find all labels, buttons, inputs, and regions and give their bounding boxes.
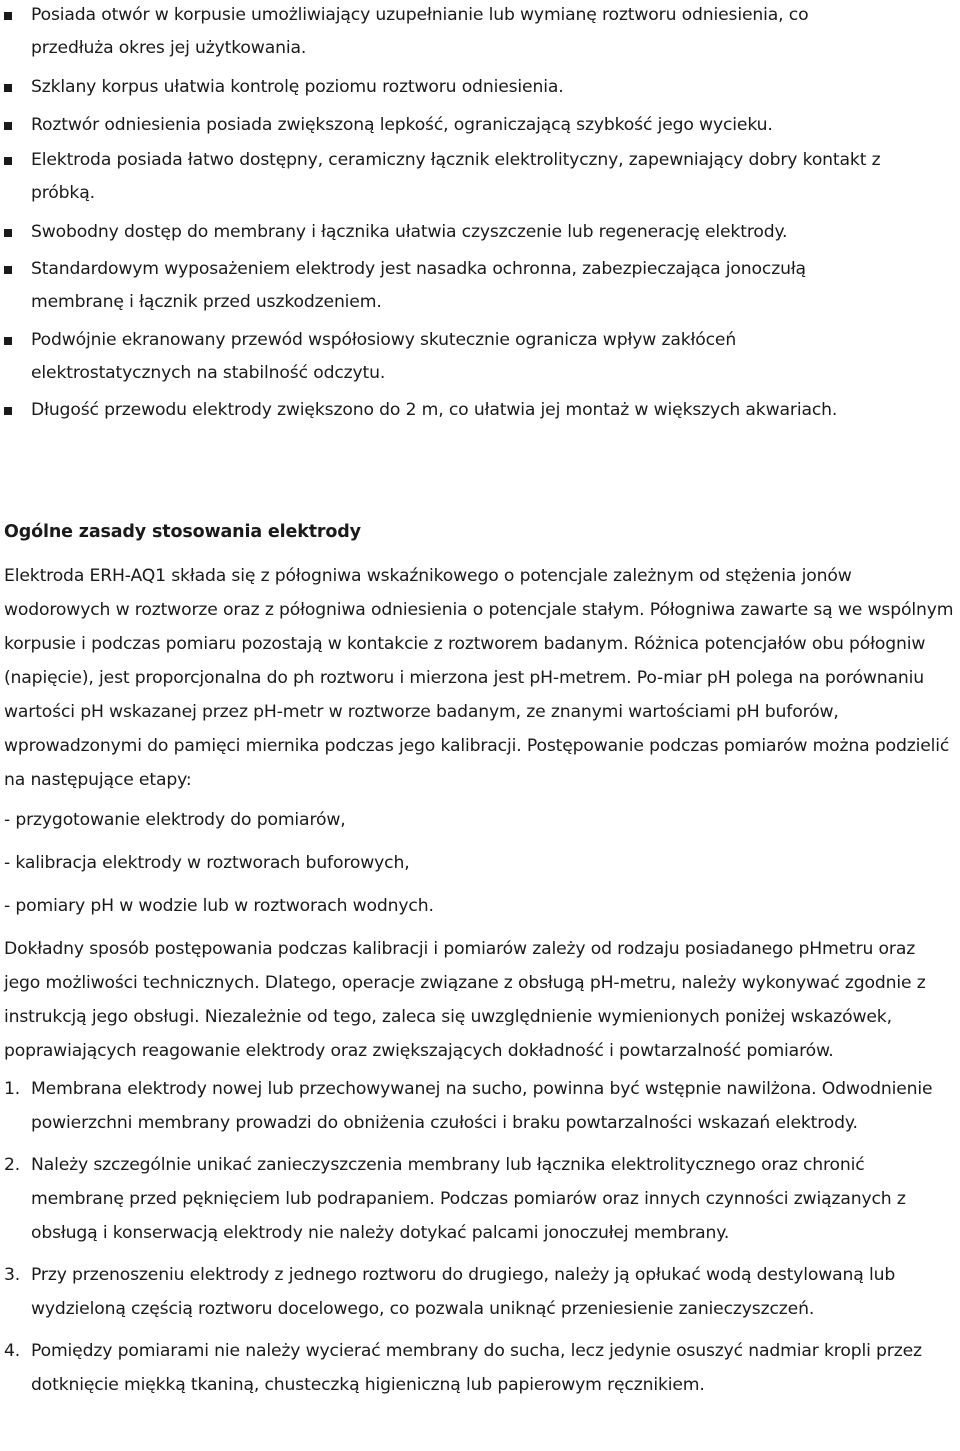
- bullet-square-icon: [4, 122, 12, 130]
- steps-list: [4, 799, 956, 928]
- feature-bullet: [0, 109, 955, 142]
- bullet-square-icon: [4, 407, 12, 415]
- feature-bullet: [0, 253, 955, 319]
- tip-item: [4, 1072, 956, 1140]
- section-heading: Ogólne zasady stosowania elektrody: [4, 522, 361, 542]
- feature-text: Posiada otwór w korpusie umożliwiający uzupełnianie lub wymianę roztworu odniesienia, co przedłuża okres jej użytkowania.: [31, 5, 809, 58]
- tips-list: [4, 1072, 956, 1402]
- step-item: - przygotowanie elektrody do pomiarów,: [4, 810, 346, 830]
- feature-text: Standardowym wyposażeniem elektrody jest nasadka ochronna, zabezpieczająca jonoczułą membranę i łącznik przed uszkodzeniem.: [31, 259, 806, 312]
- intro-paragraph: Elektroda ERH-AQ1 składa się z półogniwa wskaźnikowego o potencjale zależnym od stężenia jonów wodorowych w roztworze oraz z półogniwa odniesienia o potencjale stałym. Półogniwa zawarte są we wspólnym korpusie i podczas pomiaru pozostają w kontakcie z roztworem badanym. Różnica potencjałów obu półogniw (napięcie), jest proporcjonalna do ph roztworu i mierzona jest pH-metrem. Po-miar pH polega na porównaniu wartości pH wskazanej przez pH-metr w roztworze badanym, ze znanymi wartościami pH buforów, wprowadzonymi do pamięci miernika podczas jego kalibracji. Postępowanie podczas pomiarów można podzielić na następujące etapy:: [4, 566, 954, 790]
- bullet-square-icon: [4, 337, 12, 345]
- feature-bullet: [0, 0, 955, 65]
- bullet-square-icon: [4, 266, 12, 274]
- bullet-square-icon: [4, 229, 12, 237]
- tip-text: Pomiędzy pomiarami nie należy wycierać membrany do sucha, lecz jedynie osuszyć nadmiar kropli przez dotknięcie miękką tkaniną, chusteczką higieniczną lub papierowym ręcznikiem.: [31, 1341, 922, 1395]
- tip-item: [4, 1334, 956, 1402]
- tip-text: Membrana elektrody nowej lub przechowywanej na sucho, powinna być wstępnie nawilżona. Odwodnienie powierzchni membrany prowadzi do obniżenia czułości i braku powtarzalności wskazań elektrody.: [31, 1079, 933, 1133]
- feature-text: Długość przewodu elektrody zwiększono do 2 m, co ułatwia jej montaż w większych akwariach.: [31, 400, 838, 420]
- feature-bullet: [0, 324, 955, 390]
- tip-number: 2.: [4, 1155, 21, 1175]
- step-item: - pomiary pH w wodzie lub w roztworach wodnych.: [4, 896, 434, 916]
- bullet-square-icon: [4, 12, 12, 20]
- feature-bullet: [0, 394, 955, 427]
- feature-text: Elektroda posiada łatwo dostępny, ceramiczny łącznik elektrolityczny, zapewniający dobry kontakt z próbką.: [31, 150, 881, 203]
- feature-bullet: [0, 71, 955, 104]
- feature-list: [0, 0, 955, 420]
- feature-bullet: [0, 216, 955, 249]
- tip-number: 3.: [4, 1265, 21, 1285]
- tip-text: Przy przenoszeniu elektrody z jednego roztworu do drugiego, należy ją opłukać wodą destylowaną lub wydzieloną częścią roztworu docelowego, co pozwala uniknąć przeniesienie zanieczyszczeń.: [31, 1265, 896, 1319]
- tip-item: [4, 1258, 956, 1326]
- bullet-square-icon: [4, 84, 12, 92]
- tip-item: [4, 1148, 956, 1250]
- feature-text: Szklany korpus ułatwia kontrolę poziomu roztworu odniesienia.: [31, 77, 564, 97]
- feature-bullet: [0, 144, 955, 210]
- bullet-square-icon: [4, 157, 12, 165]
- tip-number: 4.: [4, 1341, 21, 1361]
- details-paragraph: Dokładny sposób postępowania podczas kalibracji i pomiarów zależy od rodzaju posiadanego pHmetru oraz jego możliwości technicznych. Dlatego, operacje związane z obsługą pH-metru, należy wykonywać zgodnie z instrukcją jego obsługi. Niezależnie od tego, zaleca się uwzględnienie wymienionych poniżej wskazówek, poprawiających reagowanie elektrody oraz zwiększających dokładność i powtarzalność pomiarów.: [4, 939, 926, 1061]
- section-body: [4, 559, 956, 1402]
- step-item: - kalibracja elektrody w roztworach buforowych,: [4, 853, 410, 873]
- feature-text: Podwójnie ekranowany przewód współosiowy skutecznie ogranicza wpływ zakłóceń elektrostatycznych na stabilność odczytu.: [31, 330, 737, 383]
- tip-number: 1.: [4, 1079, 21, 1099]
- tip-text: Należy szczególnie unikać zanieczyszczenia membrany lub łącznika elektrolitycznego oraz chronić membranę przed pęknięciem lub podrapaniem. Podczas pomiarów oraz innych czynności związanych z obsługą i konserwacją elektrody nie należy dotykać palcami jonoczułej membrany.: [31, 1155, 906, 1243]
- feature-text: Roztwór odniesienia posiada zwiększoną lepkość, ograniczającą szybkość jego wycieku.: [31, 115, 773, 135]
- feature-text: Swobodny dostęp do membrany i łącznika ułatwia czyszczenie lub regenerację elektrody.: [31, 222, 788, 242]
